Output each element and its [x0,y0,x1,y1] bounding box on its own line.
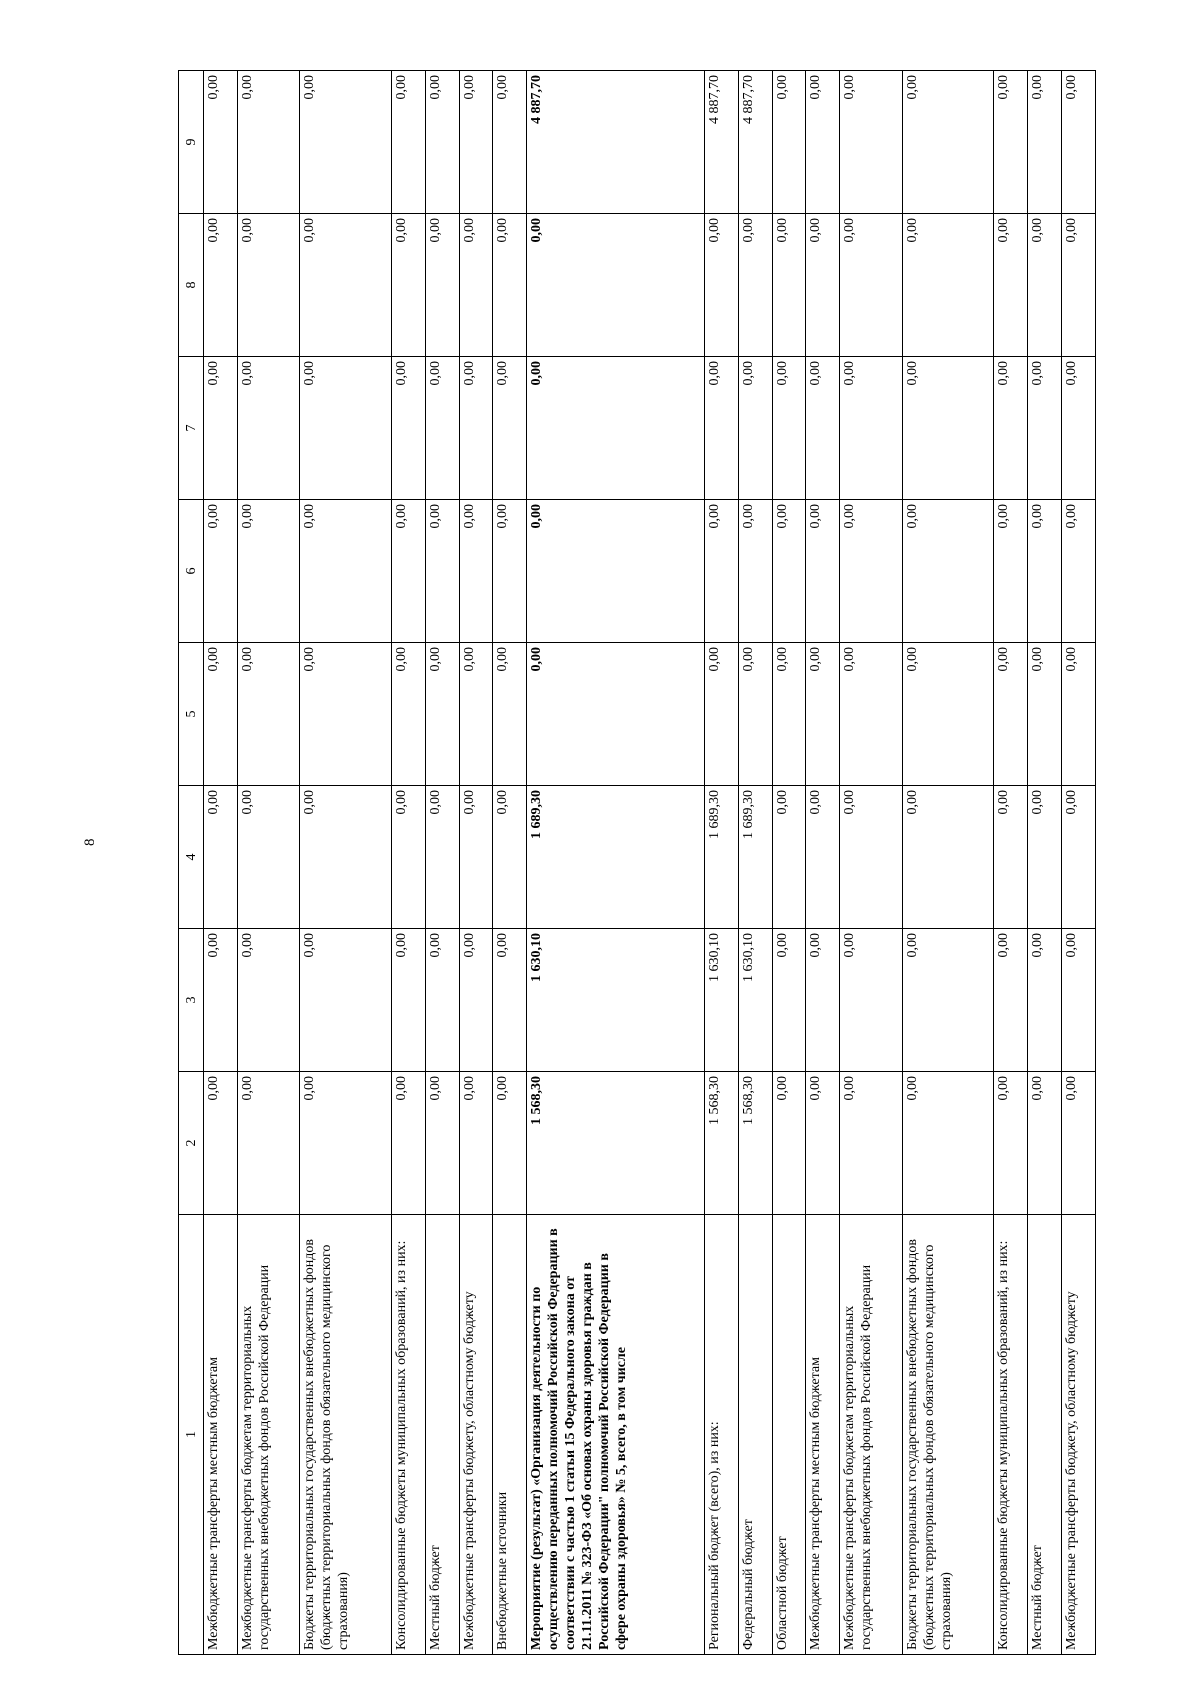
value-cell: 0,00 [391,1072,425,1215]
value-cell: 1 689,30 [527,786,705,929]
value-cell: 0,00 [806,214,840,357]
value-cell: 0,00 [459,786,493,929]
value-cell: 0,00 [704,500,738,643]
value-cell: 0,00 [704,357,738,500]
value-cell: 4 887,70 [704,71,738,214]
value-cell: 0,00 [204,643,238,786]
value-cell: 0,00 [806,643,840,786]
value-cell: 0,00 [237,357,300,500]
table-row [1062,71,1096,1655]
row-label: Межбюджетные трансферты местным бюджетам [806,1215,840,1655]
table-row [1028,71,1062,1655]
value-cell: 1 689,30 [738,786,772,929]
value-cell: 0,00 [300,71,391,214]
value-cell: 0,00 [994,929,1028,1072]
value-cell: 0,00 [237,214,300,357]
value-cell: 0,00 [425,929,459,1072]
value-cell: 0,00 [300,357,391,500]
value-cell: 0,00 [1062,643,1096,786]
value-cell: 0,00 [840,357,903,500]
table-row [425,71,459,1655]
value-cell: 0,00 [493,71,527,214]
value-cell: 4 887,70 [527,71,705,214]
value-cell: 0,00 [1062,500,1096,643]
value-cell: 0,00 [391,643,425,786]
value-cell: 0,00 [902,500,993,643]
value-cell: 0,00 [738,500,772,643]
value-cell: 0,00 [806,929,840,1072]
value-cell: 0,00 [237,1072,300,1215]
row-label: Местный бюджет [1028,1215,1062,1655]
value-cell: 0,00 [902,214,993,357]
value-cell: 0,00 [840,786,903,929]
value-cell: 0,00 [806,71,840,214]
row-label: Консолидированные бюджеты муниципальных образований, из них: [994,1215,1028,1655]
table-row [493,71,527,1655]
value-cell: 0,00 [772,500,806,643]
value-cell: 0,00 [425,214,459,357]
row-label: Межбюджетные трансферты бюджету, областному бюджету [459,1215,493,1655]
row-label: Областной бюджет [772,1215,806,1655]
value-cell: 0,00 [300,214,391,357]
value-cell: 0,00 [527,214,705,357]
value-cell: 0,00 [425,71,459,214]
value-cell: 0,00 [994,357,1028,500]
value-cell: 0,00 [738,643,772,786]
value-cell: 0,00 [237,500,300,643]
table-row [994,71,1028,1655]
value-cell: 0,00 [1028,357,1062,500]
header-cell: 4 [179,786,204,929]
header-cell: 8 [179,214,204,357]
value-cell: 1 568,30 [527,1072,705,1215]
value-cell: 0,00 [459,643,493,786]
value-cell: 0,00 [704,214,738,357]
value-cell: 0,00 [806,1072,840,1215]
value-cell: 0,00 [738,214,772,357]
value-cell: 0,00 [391,500,425,643]
value-cell: 0,00 [902,1072,993,1215]
row-label: Межбюджетные трансферты местным бюджетам [204,1215,238,1655]
row-label: Межбюджетные трансферты бюджетам территориальных государственных внебюджетных фондов Российской Федерации [237,1215,300,1655]
value-cell: 0,00 [772,1072,806,1215]
value-cell: 0,00 [300,500,391,643]
value-cell: 0,00 [1028,929,1062,1072]
row-label: Региональный бюджет (всего), из них: [704,1215,738,1655]
value-cell: 0,00 [1028,643,1062,786]
value-cell: 0,00 [391,786,425,929]
value-cell: 0,00 [204,929,238,1072]
table-row [391,71,425,1655]
value-cell: 0,00 [1028,500,1062,643]
row-label: Консолидированные бюджеты муниципальных образований, из них: [391,1215,425,1655]
row-label: Бюджеты территориальных государственных внебюджетных фондов (бюджетных территориальных фондов обязательного медицинского страхования) [902,1215,993,1655]
value-cell: 0,00 [772,929,806,1072]
value-cell: 0,00 [237,786,300,929]
value-cell: 0,00 [425,1072,459,1215]
value-cell: 0,00 [704,643,738,786]
value-cell: 1 630,10 [527,929,705,1072]
value-cell: 0,00 [994,1072,1028,1215]
value-cell: 0,00 [1028,786,1062,929]
header-cell: 9 [179,71,204,214]
value-cell: 0,00 [1028,71,1062,214]
table-row [806,71,840,1655]
value-cell: 0,00 [493,357,527,500]
value-cell: 0,00 [204,1072,238,1215]
value-cell: 0,00 [772,214,806,357]
value-cell: 0,00 [425,500,459,643]
value-cell: 1 689,30 [704,786,738,929]
value-cell: 0,00 [425,643,459,786]
value-cell: 0,00 [300,786,391,929]
header-cell: 7 [179,357,204,500]
table-row [527,71,705,1655]
value-cell: 0,00 [493,1072,527,1215]
header-cell: 1 [179,1215,204,1655]
value-cell: 0,00 [902,71,993,214]
value-cell: 0,00 [902,357,993,500]
value-cell: 0,00 [300,929,391,1072]
value-cell: 0,00 [902,643,993,786]
value-cell: 0,00 [738,357,772,500]
table-row [204,71,238,1655]
row-label: Внебюджетные источники [493,1215,527,1655]
value-cell: 0,00 [1062,929,1096,1072]
table-row [237,71,300,1655]
table-row [902,71,993,1655]
rotated-table-container [178,70,1096,1655]
value-cell: 0,00 [459,929,493,1072]
value-cell: 0,00 [840,71,903,214]
value-cell: 0,00 [806,786,840,929]
value-cell: 0,00 [493,929,527,1072]
value-cell: 0,00 [1062,214,1096,357]
value-cell: 0,00 [994,214,1028,357]
table-row [840,71,903,1655]
value-cell: 0,00 [459,214,493,357]
row-label: Межбюджетные трансферты бюджету, областному бюджету [1062,1215,1096,1655]
value-cell: 0,00 [493,214,527,357]
page-number: 8 [82,838,98,846]
value-cell: 0,00 [527,643,705,786]
value-cell: 0,00 [493,500,527,643]
header-cell: 2 [179,1072,204,1215]
value-cell: 1 630,10 [738,929,772,1072]
value-cell: 0,00 [1028,214,1062,357]
header-cell: 6 [179,500,204,643]
value-cell: 0,00 [840,214,903,357]
value-cell: 1 630,10 [704,929,738,1072]
value-cell: 0,00 [772,71,806,214]
header-cell: 5 [179,643,204,786]
value-cell: 0,00 [1062,786,1096,929]
value-cell: 0,00 [204,214,238,357]
value-cell: 0,00 [840,643,903,786]
value-cell: 0,00 [1062,71,1096,214]
value-cell: 0,00 [840,500,903,643]
table-row [738,71,772,1655]
table-row [704,71,738,1655]
value-cell: 4 887,70 [738,71,772,214]
value-cell: 1 568,30 [704,1072,738,1215]
value-cell: 0,00 [391,929,425,1072]
value-cell: 0,00 [527,500,705,643]
table-row [300,71,391,1655]
value-cell: 0,00 [300,1072,391,1215]
value-cell: 0,00 [204,786,238,929]
value-cell: 0,00 [459,71,493,214]
table-row [772,71,806,1655]
row-label: Межбюджетные трансферты бюджетам территориальных государственных внебюджетных фондов Российской Федерации [840,1215,903,1655]
value-cell: 0,00 [204,500,238,643]
row-label: Мероприятие (результат) «Организация деятельности по осуществлению переданных полномочий Российской Федерации в соответствии с частью 1 статьи 15 Федерального закона от 21.11.2011 № 323-ФЗ «Об основах охраны здоровья граждан в Российской Федерации" полномочий Российской Федерации в сфере охраны здоровья» № 5, всего, в том числе [527,1215,705,1655]
value-cell: 0,00 [300,643,391,786]
value-cell: 0,00 [772,357,806,500]
value-cell: 0,00 [425,786,459,929]
value-cell: 0,00 [840,929,903,1072]
value-cell: 0,00 [204,357,238,500]
value-cell: 0,00 [459,500,493,643]
value-cell: 0,00 [772,643,806,786]
value-cell: 0,00 [902,929,993,1072]
value-cell: 0,00 [1062,357,1096,500]
row-label: Федеральный бюджет [738,1215,772,1655]
value-cell: 0,00 [493,643,527,786]
value-cell: 0,00 [772,786,806,929]
table-row [459,71,493,1655]
value-cell: 0,00 [902,786,993,929]
value-cell: 0,00 [806,357,840,500]
value-cell: 0,00 [840,1072,903,1215]
value-cell: 0,00 [994,786,1028,929]
header-cell: 3 [179,929,204,1072]
row-label: Местный бюджет [425,1215,459,1655]
value-cell: 0,00 [493,786,527,929]
value-cell: 0,00 [459,357,493,500]
row-label: Бюджеты территориальных государственных внебюджетных фондов (бюджетных территориальных фондов обязательного медицинского страхования) [300,1215,391,1655]
value-cell: 0,00 [425,357,459,500]
header-row [179,71,204,1655]
value-cell: 0,00 [1028,1072,1062,1215]
value-cell: 0,00 [391,71,425,214]
value-cell: 0,00 [994,71,1028,214]
value-cell: 0,00 [806,500,840,643]
budget-table [178,70,1096,1655]
value-cell: 0,00 [237,929,300,1072]
value-cell: 1 568,30 [738,1072,772,1215]
value-cell: 0,00 [1062,1072,1096,1215]
value-cell: 0,00 [204,71,238,214]
value-cell: 0,00 [527,357,705,500]
value-cell: 0,00 [237,71,300,214]
value-cell: 0,00 [459,1072,493,1215]
value-cell: 0,00 [994,500,1028,643]
value-cell: 0,00 [391,357,425,500]
value-cell: 0,00 [391,214,425,357]
value-cell: 0,00 [994,643,1028,786]
value-cell: 0,00 [237,643,300,786]
